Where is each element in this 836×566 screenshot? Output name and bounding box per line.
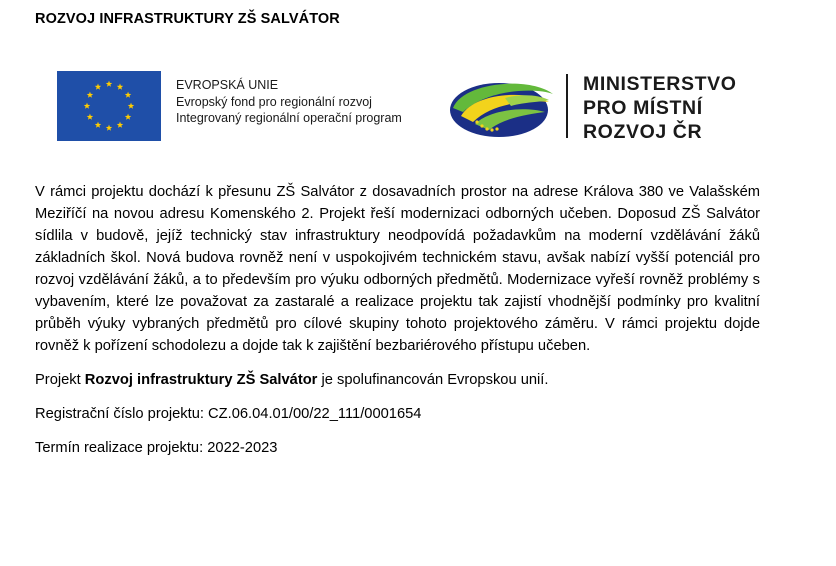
project-description: V rámci projektu dochází k přesunu ZŠ Salvátor z dosavadních prostor na adrese Králova 380 ve Valašském Meziříčí na novou adresu Komenského 2. Projekt řeší modernizaci odborných učeben. Doposud ZŠ Salvátor sídlila v budově, jejíž technický stav infrastruktury neodpovídá požadavkům na moderní vzdělávání žáků základních škol. Nová budova rovněž není v uspokojivém technickém stavu, avšak nabízí vyšší potenciál pro rozvoj vzdělávání žáků, a to především pro výuku odborných předmětů. Modernizace vyřeší rovněž problémy s vybavením, které lze považovat za zastaralé a realizace projektu tak zajistí vhodnější podmínky pro kvalitní průběh výuky vybraných předmětů pro cílové skupiny tohoto projektového záměru. V rámci projektu dojde rovněž k pořízení schodolezu a dojde tak k zajištění bezbariérového přístupu učeben.: [35, 184, 760, 354]
funding-project-name: Rozvoj infrastruktury ZŠ Salvátor: [84, 372, 318, 388]
logo-bar: [57, 68, 747, 142]
eu-logo-text: [176, 77, 402, 127]
mmr-logo-line-2: PRO MÍSTNÍ: [583, 97, 703, 119]
eu-logo-line-1: EVROPSKÁ UNIE: [176, 78, 279, 92]
page-title: ROZVOJ INFRASTRUKTURY ZŠ SALVÁTOR: [35, 11, 340, 27]
eu-logo-line-3: Integrovaný regionální operační program: [176, 111, 402, 125]
funding-suffix: je spolufinancován Evropskou unií.: [317, 372, 549, 388]
logo-divider: [566, 74, 568, 138]
eu-logo-line-2: Evropský fond pro regionální rozvoj: [176, 94, 372, 109]
registration-number: Registrační číslo projektu: CZ.06.04.01/00/22_111/0001654: [35, 406, 422, 422]
mmr-swirl-logo-icon: [449, 72, 559, 142]
project-term: Termín realizace projektu: 2022-2023: [35, 440, 278, 456]
funding-prefix: Projekt: [35, 372, 85, 388]
eu-flag-icon: [57, 71, 161, 141]
mmr-logo-line-3: ROZVOJ ČR: [583, 121, 703, 143]
funding-statement: [35, 369, 760, 391]
mmr-logo-line-1: MINISTERSTVO: [583, 73, 737, 95]
document-body: [35, 181, 760, 471]
mmr-logo-text: [583, 72, 736, 144]
